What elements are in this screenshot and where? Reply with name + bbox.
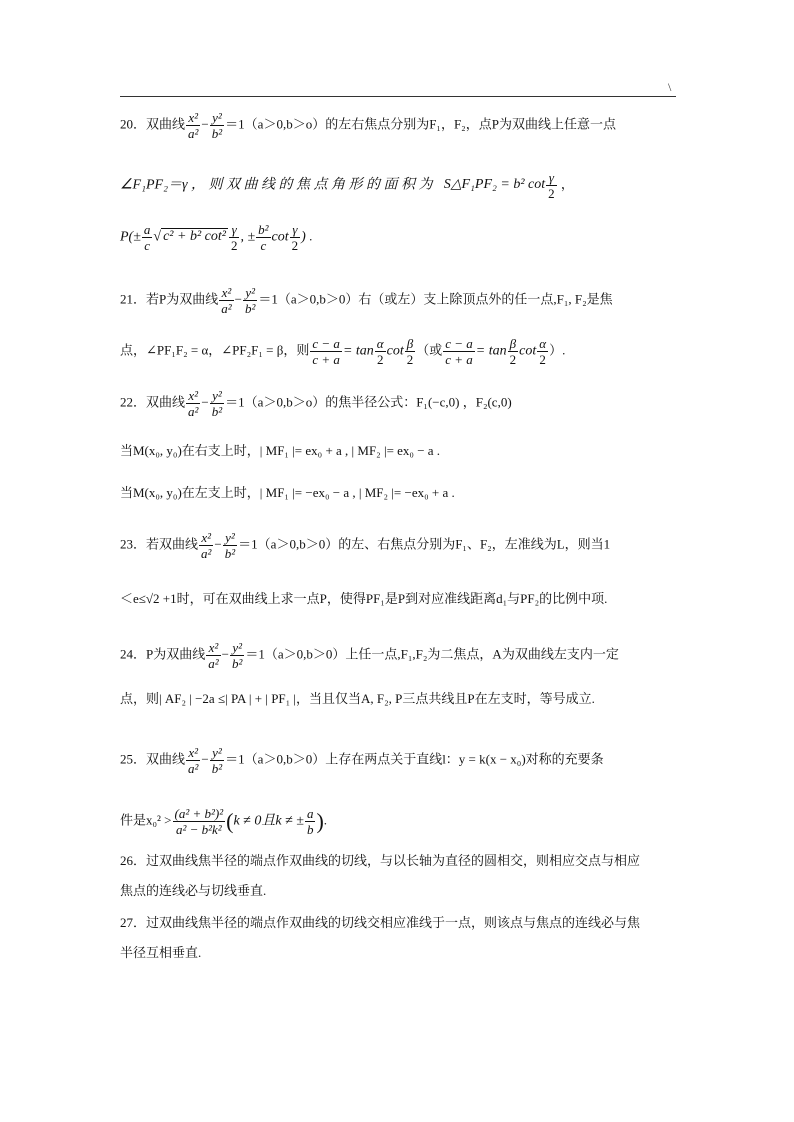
item-27-line1: 27．过双曲线焦半径的端点作双曲线的切线交相应准线于一点，则该点与焦点的连线必与焦 bbox=[120, 915, 641, 930]
item-23-prefix: 23．若双曲线 bbox=[120, 536, 199, 552]
item-21-prefix: 21．若P为双曲线 bbox=[120, 291, 219, 307]
item-22-prefix: 22．双曲线 bbox=[120, 394, 186, 410]
item-22-rest: ＝1（a＞0,b＞o）的焦半径公式：F₁(−c,0) ，F₂(c,0) bbox=[225, 394, 512, 410]
item-24-rest: ＝1（a＞0,b＞0）上任一点,F₁,F₂为二焦点，A为双曲线左支内一定 bbox=[245, 646, 619, 662]
item-22-line1: 22．双曲线 $\frac{\text{x²}}{\text{a²}}$ − $\frac{\text{y²}}{\text{b²}}$ ＝1（a＞0,b＞o）的焦半径公式：F₁(−c,0) ，F₂(c,0) bbox=[120, 388, 512, 419]
item-20-point: P(± bbox=[120, 229, 141, 245]
item-20-area: S△F₁PF₂ = b² cot bbox=[443, 177, 546, 193]
item-21-line1: 21．若P为双曲线 $\frac{\text{x²}}{\text{a²}}$ − $\frac{\text{y²}}{\text{b²}}$ ＝1（a＞0,b＞0）右（或左）支上除顶点外的任一点,F₁, F₂是焦 bbox=[120, 285, 613, 316]
item-25-line1: 25．双曲线 $\frac{\text{x²}}{\text{a²}}$ − $\frac{\text{y²}}{\text{b²}}$ ＝1（a＞0,b＞0）上存在两点关于直线l：y = k(x − x₀)对称的充要条 bbox=[120, 745, 604, 776]
item-20-line1: 20．双曲线 $\frac{\text{x²}}{\text{a²}}$ − $\frac{\text{y²}}{\text{b²}}$ ＝1（a＞0,b＞o）的左右焦点分别为F₁，F₂，点P为双曲线上任意一点 bbox=[120, 110, 616, 141]
item-22-line2: 当M(x₀, y₀)在右支上时，| MF₁ |= ex₀ + a , | MF₂ |= ex₀ − a . bbox=[120, 443, 441, 458]
item-20-line2: ∠F₁PF₂＝γ ， 则 双 曲 线 的 焦 点 角 形 的 面 积 为 S△F₁PF₂ = b² cot $\frac{\gamma}{2}$ ， bbox=[120, 170, 574, 201]
item-21-rest: ＝1（a＞0,b＞0）右（或左）支上除顶点外的任一点,F₁, F₂是焦 bbox=[258, 291, 613, 307]
item-23-line2: ＜e≤√2 +1时，可在双曲线上求一点P，使得PF₁是P到对应准线距离d₁与PF₂的比例中项. bbox=[120, 591, 608, 606]
sqrt-expression: c² + b² cot² bbox=[163, 229, 226, 245]
fraction-gamma-2: $\frac{\gamma}{2}$ bbox=[548, 170, 555, 201]
item-20-rest: ＝1（a＞0,b＞o）的左右焦点分别为F₁，F₂，点P为双曲线上任意一点 bbox=[225, 116, 616, 132]
item-20-angle: ∠F₁PF₂＝γ ， 则 双 曲 线 的 焦 点 角 形 的 面 积 为 bbox=[120, 177, 433, 193]
item-25-rest: ＝1（a＞0,b＞0）上存在两点关于直线l：y = k(x − x₀)对称的充要条 bbox=[225, 751, 604, 767]
fraction-y2-b2: $\frac{\text{y²}}{\text{b²}}$ bbox=[211, 110, 223, 141]
header-rule bbox=[120, 96, 676, 97]
item-21-or: （或 bbox=[416, 342, 443, 358]
item-25-prefix: 25．双曲线 bbox=[120, 751, 186, 767]
item-21-line2: 点，∠PF₁F₂ = α，∠PF₂F₁ = β，则 $\frac{c - a}{c + a}$ = tan $\frac{\alpha}{2}$ cot $\frac{\beta}{2}$ （或 $\frac{c - a}{c + a}$ = tan $\frac{\beta}{2}$ cot $\frac{\alpha}{2}$ ）. bbox=[120, 336, 566, 367]
item-26-line1: 26．过双曲线焦半径的端点作双曲线的切线，与以长轴为直径的圆相交，则相应交点与相应 bbox=[120, 853, 641, 868]
item-25-k-condition: k ≠ 0且k ≠ ± bbox=[233, 813, 304, 829]
item-20-prefix: 20．双曲线 bbox=[120, 116, 186, 132]
header-mark: \ bbox=[668, 80, 672, 94]
item-26-line2: 焦点的连线必与切线垂直. bbox=[120, 883, 267, 898]
item-21-angles: 点，∠PF₁F₂ = α，∠PF₂F₁ = β，则 bbox=[120, 342, 310, 358]
item-24-prefix: 24．P为双曲线 bbox=[120, 646, 206, 662]
item-22-line3: 当M(x₀, y₀)在左支上时，| MF₁ |= −ex₀ − a , | MF₂ |= −ex₀ + a . bbox=[120, 485, 455, 500]
item-20-line3: P(± $\frac{a}{c}$ √ c² + b² cot² $\frac{\gamma}{2}$ , ± $\frac{\text{b²}}{c}$ cot $\frac{\gamma}{2}$ ) . bbox=[120, 222, 313, 253]
item-25-line2: 件是x₀² > $\frac{\text{(a² + b²)²}}{\text{a² − b²k²}}$ (k ≠ 0且k ≠ ± $\frac{a}{b}$ ). bbox=[120, 806, 328, 837]
item-24-line1: 24．P为双曲线 $\frac{\text{x²}}{\text{a²}}$ − $\frac{\text{y²}}{\text{b²}}$ ＝1（a＞0,b＞0）上任一点,F₁,F₂为二焦点，A为双曲线左支内一定 bbox=[120, 640, 619, 671]
item-27-line2: 半径互相垂直. bbox=[120, 945, 202, 960]
item-24-line2: 点，则| AF₂ | −2a ≤| PA | + | PF₁ |，当且仅当A, F₂, P三点共线且P在左支时，等号成立. bbox=[120, 691, 595, 706]
fraction-a-c: $\frac{a}{c}$ bbox=[143, 222, 151, 253]
item-23-line1: 23．若双曲线 $\frac{\text{x²}}{\text{a²}}$ − $\frac{\text{y²}}{\text{b²}}$ ＝1（a＞0,b＞0）的左、右焦点分别为F₁、F₂，左准线为L，则当1 bbox=[120, 530, 611, 561]
item-23-rest: ＝1（a＞0,b＞0）的左、右焦点分别为F₁、F₂，左准线为L，则当1 bbox=[238, 536, 611, 552]
fraction-x2-a2: $\frac{\text{x²}}{\text{a²}}$ bbox=[188, 110, 199, 141]
item-25-condition: 件是x₀² > bbox=[120, 812, 172, 828]
